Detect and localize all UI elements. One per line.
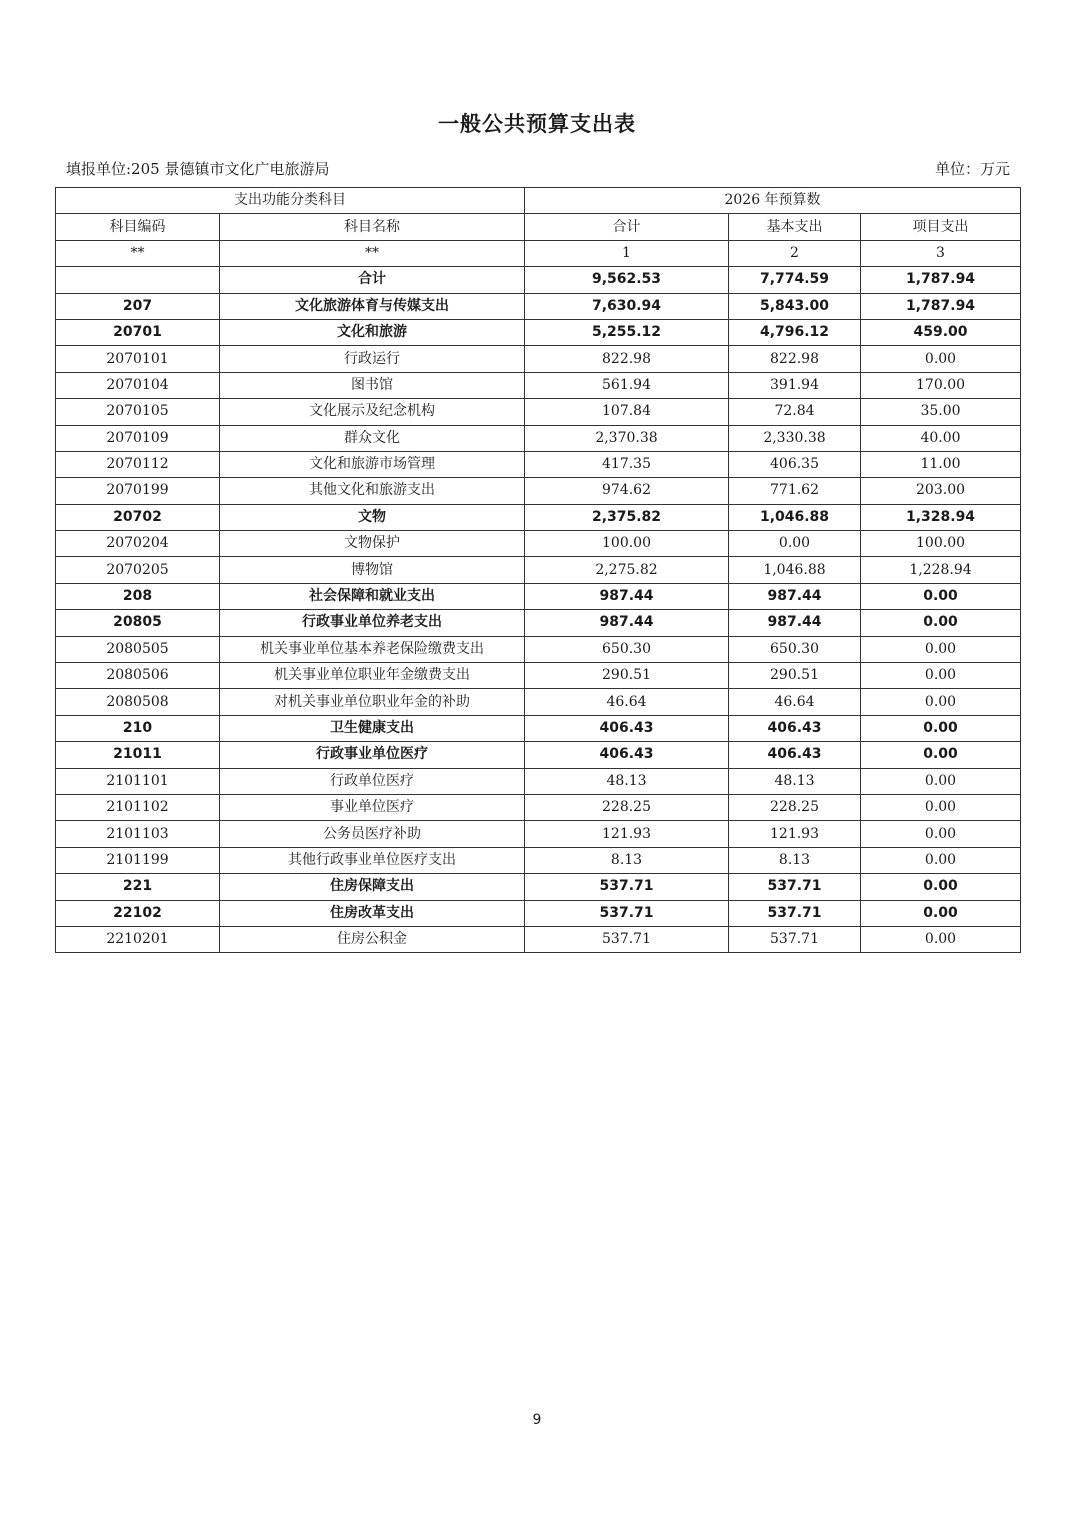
cell-total: 822.98 xyxy=(525,346,729,372)
cell-project: 0.00 xyxy=(861,663,1021,689)
cell-code: 21011 xyxy=(56,742,220,768)
cell-code: 221 xyxy=(56,874,220,900)
table-row xyxy=(56,504,1021,530)
cell-project: 0.00 xyxy=(861,926,1021,952)
cell-code: 2101101 xyxy=(56,768,220,794)
table-row xyxy=(56,583,1021,609)
cell-name: 文化展示及纪念机构 xyxy=(220,399,525,425)
cell-project: 0.00 xyxy=(861,346,1021,372)
table-body xyxy=(56,267,1021,953)
cell-total: 8.13 xyxy=(525,847,729,873)
page-title: 一般公共预算支出表 xyxy=(438,112,636,136)
cell-total: 537.71 xyxy=(525,874,729,900)
cell-name: 事业单位医疗 xyxy=(220,794,525,820)
header-group-left: 支出功能分类科目 xyxy=(56,188,525,214)
cell-project: 0.00 xyxy=(861,794,1021,820)
table-row xyxy=(56,399,1021,425)
cell-name: 机关事业单位职业年金缴费支出 xyxy=(220,663,525,689)
cell-project: 40.00 xyxy=(861,425,1021,451)
cell-code: 2070109 xyxy=(56,425,220,451)
cell-project: 11.00 xyxy=(861,451,1021,477)
cell-total: 7,630.94 xyxy=(525,293,729,319)
cell-name: 住房改革支出 xyxy=(220,900,525,926)
table-row xyxy=(56,689,1021,715)
cell-code: 2070105 xyxy=(56,399,220,425)
cell-code: 2210201 xyxy=(56,926,220,952)
unit-label: 单位：万元 xyxy=(934,160,1010,178)
cell-project: 0.00 xyxy=(861,821,1021,847)
cell-name: 行政单位医疗 xyxy=(220,768,525,794)
cell-project: 0.00 xyxy=(861,610,1021,636)
cell-project: 0.00 xyxy=(861,742,1021,768)
cell-name: 卫生健康支出 xyxy=(220,715,525,741)
cell-code: 2070204 xyxy=(56,531,220,557)
table-row xyxy=(56,557,1021,583)
header-group-row xyxy=(56,188,1021,214)
cell-basic: 5,843.00 xyxy=(729,293,861,319)
cell-basic: 121.93 xyxy=(729,821,861,847)
cell-name: 群众文化 xyxy=(220,425,525,451)
cell-basic: 987.44 xyxy=(729,610,861,636)
cell-project: 1,787.94 xyxy=(861,267,1021,293)
table-row xyxy=(56,478,1021,504)
cell-total: 561.94 xyxy=(525,372,729,398)
cell-project: 0.00 xyxy=(861,847,1021,873)
cell-code: 210 xyxy=(56,715,220,741)
cell-total: 987.44 xyxy=(525,583,729,609)
cell-code: 20701 xyxy=(56,319,220,345)
cell-basic: 1,046.88 xyxy=(729,504,861,530)
cell-code: 2080508 xyxy=(56,689,220,715)
cell-code: 20805 xyxy=(56,610,220,636)
header-column-row xyxy=(56,214,1021,240)
cell-basic: 46.64 xyxy=(729,689,861,715)
table-row xyxy=(56,742,1021,768)
cell-total: 974.62 xyxy=(525,478,729,504)
table-row xyxy=(56,372,1021,398)
table-row xyxy=(56,319,1021,345)
table-row xyxy=(56,267,1021,293)
cell-total: 650.30 xyxy=(525,636,729,662)
cell-total: 228.25 xyxy=(525,794,729,820)
cell-project: 203.00 xyxy=(861,478,1021,504)
cell-code: 2101102 xyxy=(56,794,220,820)
cell-basic: 290.51 xyxy=(729,663,861,689)
cell-total: 2,375.82 xyxy=(525,504,729,530)
index-total: 1 xyxy=(525,240,729,266)
table-row xyxy=(56,821,1021,847)
table-row xyxy=(56,663,1021,689)
cell-name: 其他行政事业单位医疗支出 xyxy=(220,847,525,873)
table-row xyxy=(56,346,1021,372)
cell-code: 22102 xyxy=(56,900,220,926)
cell-name: 住房公积金 xyxy=(220,926,525,952)
cell-basic: 2,330.38 xyxy=(729,425,861,451)
table-row xyxy=(56,610,1021,636)
table-row xyxy=(56,874,1021,900)
index-name: ** xyxy=(220,240,525,266)
index-code: ** xyxy=(56,240,220,266)
cell-basic: 650.30 xyxy=(729,636,861,662)
header-project: 项目支出 xyxy=(861,214,1021,240)
cell-name: 行政事业单位养老支出 xyxy=(220,610,525,636)
header-basic: 基本支出 xyxy=(729,214,861,240)
table-row xyxy=(56,926,1021,952)
cell-project: 0.00 xyxy=(861,715,1021,741)
table-row xyxy=(56,847,1021,873)
cell-code: 2070112 xyxy=(56,451,220,477)
cell-code: 208 xyxy=(56,583,220,609)
cell-basic: 0.00 xyxy=(729,531,861,557)
cell-project: 0.00 xyxy=(861,900,1021,926)
table-row xyxy=(56,425,1021,451)
table-row xyxy=(56,794,1021,820)
cell-name: 文物 xyxy=(220,504,525,530)
cell-name: 文物保护 xyxy=(220,531,525,557)
table-row xyxy=(56,768,1021,794)
header-total: 合计 xyxy=(525,214,729,240)
cell-basic: 406.35 xyxy=(729,451,861,477)
cell-total: 290.51 xyxy=(525,663,729,689)
table-row xyxy=(56,293,1021,319)
cell-basic: 7,774.59 xyxy=(729,267,861,293)
cell-basic: 987.44 xyxy=(729,583,861,609)
cell-project: 170.00 xyxy=(861,372,1021,398)
cell-name: 合计 xyxy=(220,267,525,293)
table-row xyxy=(56,636,1021,662)
cell-total: 121.93 xyxy=(525,821,729,847)
cell-project: 35.00 xyxy=(861,399,1021,425)
cell-name: 公务员医疗补助 xyxy=(220,821,525,847)
cell-total: 406.43 xyxy=(525,715,729,741)
cell-name: 行政运行 xyxy=(220,346,525,372)
cell-project: 1,228.94 xyxy=(861,557,1021,583)
cell-total: 100.00 xyxy=(525,531,729,557)
cell-total: 48.13 xyxy=(525,768,729,794)
budget-table xyxy=(55,187,1021,953)
cell-project: 1,787.94 xyxy=(861,293,1021,319)
page-number: 9 xyxy=(532,1412,542,1428)
cell-total: 46.64 xyxy=(525,689,729,715)
cell-basic: 771.62 xyxy=(729,478,861,504)
index-project: 3 xyxy=(861,240,1021,266)
cell-name: 社会保障和就业支出 xyxy=(220,583,525,609)
cell-code: 20702 xyxy=(56,504,220,530)
table-row xyxy=(56,531,1021,557)
cell-name: 图书馆 xyxy=(220,372,525,398)
cell-code: 2101103 xyxy=(56,821,220,847)
cell-basic: 1,046.88 xyxy=(729,557,861,583)
cell-basic: 537.71 xyxy=(729,926,861,952)
cell-total: 987.44 xyxy=(525,610,729,636)
cell-total: 107.84 xyxy=(525,399,729,425)
cell-name: 博物馆 xyxy=(220,557,525,583)
cell-code xyxy=(56,267,220,293)
cell-basic: 406.43 xyxy=(729,742,861,768)
cell-project: 1,328.94 xyxy=(861,504,1021,530)
header-index-row xyxy=(56,240,1021,266)
cell-name: 文化和旅游 xyxy=(220,319,525,345)
cell-basic: 228.25 xyxy=(729,794,861,820)
cell-project: 100.00 xyxy=(861,531,1021,557)
table-row xyxy=(56,900,1021,926)
cell-total: 9,562.53 xyxy=(525,267,729,293)
header-group-right: 2026 年预算数 xyxy=(525,188,1021,214)
cell-total: 2,370.38 xyxy=(525,425,729,451)
table-row xyxy=(56,451,1021,477)
cell-code: 2101199 xyxy=(56,847,220,873)
cell-project: 0.00 xyxy=(861,874,1021,900)
cell-basic: 537.71 xyxy=(729,874,861,900)
cell-basic: 406.43 xyxy=(729,715,861,741)
cell-total: 406.43 xyxy=(525,742,729,768)
cell-basic: 4,796.12 xyxy=(729,319,861,345)
cell-basic: 822.98 xyxy=(729,346,861,372)
cell-code: 207 xyxy=(56,293,220,319)
cell-project: 0.00 xyxy=(861,636,1021,662)
cell-name: 文化和旅游市场管理 xyxy=(220,451,525,477)
cell-project: 0.00 xyxy=(861,583,1021,609)
cell-name: 其他文化和旅游支出 xyxy=(220,478,525,504)
cell-total: 2,275.82 xyxy=(525,557,729,583)
cell-total: 5,255.12 xyxy=(525,319,729,345)
cell-basic: 72.84 xyxy=(729,399,861,425)
cell-code: 2070205 xyxy=(56,557,220,583)
cell-name: 文化旅游体育与传媒支出 xyxy=(220,293,525,319)
cell-basic: 391.94 xyxy=(729,372,861,398)
cell-total: 537.71 xyxy=(525,900,729,926)
cell-code: 2070101 xyxy=(56,346,220,372)
index-basic: 2 xyxy=(729,240,861,266)
cell-code: 2080505 xyxy=(56,636,220,662)
header-code: 科目编码 xyxy=(56,214,220,240)
cell-code: 2080506 xyxy=(56,663,220,689)
cell-name: 机关事业单位基本养老保险缴费支出 xyxy=(220,636,525,662)
cell-project: 0.00 xyxy=(861,768,1021,794)
cell-project: 0.00 xyxy=(861,689,1021,715)
cell-basic: 537.71 xyxy=(729,900,861,926)
cell-basic: 48.13 xyxy=(729,768,861,794)
cell-total: 537.71 xyxy=(525,926,729,952)
cell-code: 2070104 xyxy=(56,372,220,398)
table-row xyxy=(56,715,1021,741)
cell-total: 417.35 xyxy=(525,451,729,477)
cell-name: 对机关事业单位职业年金的补助 xyxy=(220,689,525,715)
cell-name: 行政事业单位医疗 xyxy=(220,742,525,768)
cell-name: 住房保障支出 xyxy=(220,874,525,900)
cell-basic: 8.13 xyxy=(729,847,861,873)
cell-project: 459.00 xyxy=(861,319,1021,345)
fill-unit-label: 填报单位:205 景德镇市文化广电旅游局 xyxy=(66,160,330,178)
header-name: 科目名称 xyxy=(220,214,525,240)
cell-code: 2070199 xyxy=(56,478,220,504)
